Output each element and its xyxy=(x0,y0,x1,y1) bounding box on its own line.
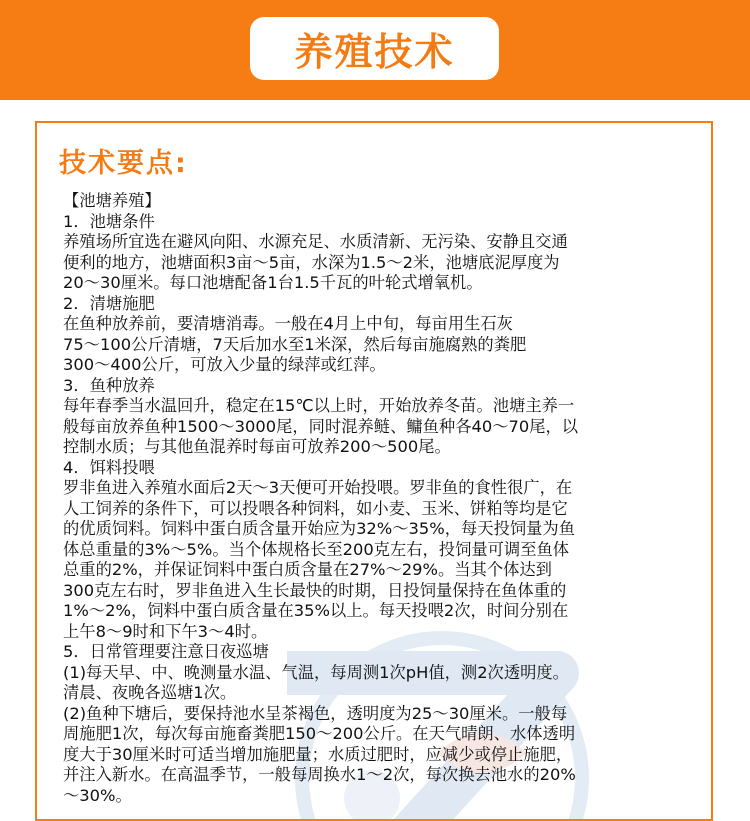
line-15: 人工饲养的条件下，可以投喂各种饲料，如小麦、玉米、饼粕等均是它 xyxy=(63,498,568,518)
line-14: 罗非鱼进入养殖水面后2天～3天便可开始投喂。罗非鱼的食性很广，在 xyxy=(63,478,573,497)
article-body xyxy=(63,191,711,806)
line-29: ～30%。 xyxy=(63,785,132,805)
title-badge xyxy=(250,17,499,80)
line-11: 般每亩放养鱼种1500～3000尾，同时混养鲢、鳙鱼种各40～70尾，以 xyxy=(63,416,579,436)
line-27: 度大于30厘米时可适当增加施肥量；水质过肥时，应减少或停止施肥， xyxy=(63,744,573,764)
line-23: (1)每天早、中、晚测量水温、气温，每周测1次pH值，测2次透明度。 xyxy=(63,662,569,682)
section-heading: 技术要点: xyxy=(59,148,188,179)
line-18: 总重的2%，并保证饲料中蛋白质含量在27%～29%。当其个体达到 xyxy=(63,560,552,579)
line-7: 75～100公斤清塘，7天后加水至1米深，然后每亩施腐熟的粪肥 xyxy=(63,334,527,354)
line-12: 控制水质；与其他鱼混养时每亩可放养200～500尾。 xyxy=(63,437,451,456)
content-panel xyxy=(35,121,713,821)
line-2: 养殖场所宜选在避风向阳、水源充足、水质清新、无污染、安静且交通 xyxy=(63,232,568,251)
line-24: 清晨、夜晚各巡塘1次。 xyxy=(63,683,237,702)
line-5: 2．清塘施肥 xyxy=(63,293,155,313)
line-16: 的优质饲料。饲料中蛋白质含量开始应为32%～35%，每天投饲量为鱼 xyxy=(63,519,575,538)
header-band xyxy=(0,0,750,100)
line-28: 并注入新水。在高温季节，一般每周换水1～2次，每次换去池水的20% xyxy=(63,765,576,784)
line-1: 1．池塘条件 xyxy=(63,211,155,231)
line-26: 周施肥1次，每次每亩施畜粪肥150～200公斤。在天气晴朗、水体透明 xyxy=(63,724,576,743)
line-0: 【池塘养殖】 xyxy=(63,191,161,210)
line-4: 20～30厘米。每口池塘配备1台1.5千瓦的叶轮式增氧机。 xyxy=(63,273,483,292)
line-19: 300克左右时，罗非鱼进入生长最快的时期，日投饲量保持在鱼体重的 xyxy=(63,580,567,600)
line-21: 上午8～9时和下午3～4时。 xyxy=(63,621,268,641)
line-10: 每年春季当水温回升，稳定在15℃以上时，开始放养冬苗。池塘主养一 xyxy=(63,396,575,415)
line-8: 300～400公斤，可放入少量的绿萍或红萍。 xyxy=(63,355,386,374)
line-13: 4．饵料投喂 xyxy=(63,457,155,477)
page-title: 养殖技术 xyxy=(294,29,455,74)
line-20: 1%～2%，饲料中蛋白质含量在35%以上。每天投喂2次，时间分别在 xyxy=(63,601,569,620)
line-3: 便利的地方，池塘面积3亩～5亩，水深为1.5～2米，池塘底泥厚度为 xyxy=(63,252,560,272)
line-9: 3．鱼种放养 xyxy=(63,375,155,395)
line-22: 5．日常管理要注意日夜巡塘 xyxy=(63,642,269,661)
line-17: 体总重量的3%～5%。当个体规格长至200克左右，投饲量可调至鱼体 xyxy=(63,539,570,559)
line-25: (2)鱼种下塘后，要保持池水呈茶褐色，透明度为25～30厘米。一般每 xyxy=(63,703,568,723)
line-6: 在鱼种放养前，要清塘消毒。一般在4月上中旬，每亩用生石灰 xyxy=(63,314,513,333)
